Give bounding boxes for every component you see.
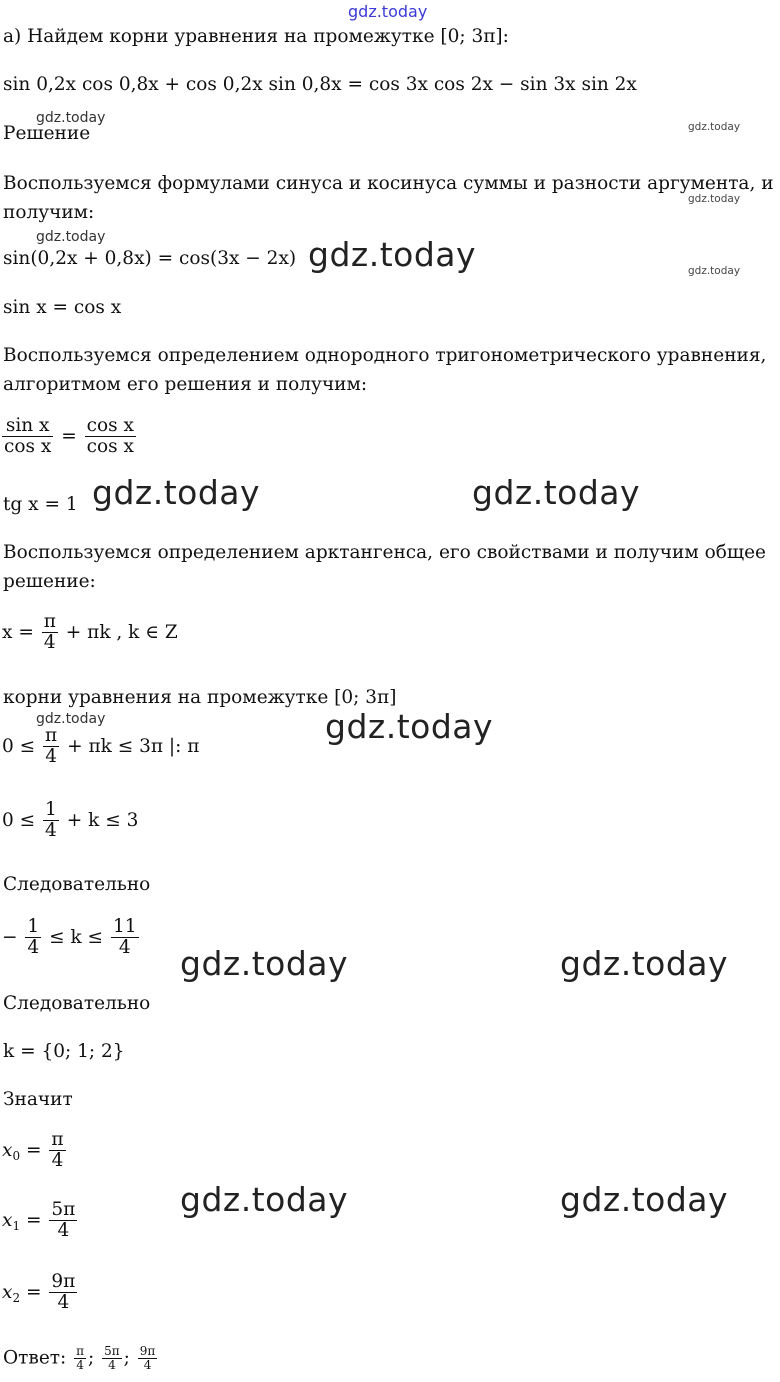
separator: ;	[88, 1347, 95, 1369]
equals-sign: =	[25, 1281, 42, 1303]
fraction-numerator: 5π	[104, 1344, 120, 1358]
step1-line1: Воспользуемся формулами синуса и косинуса суммы и разности аргумента, и	[3, 173, 774, 194]
equals-sign: =	[25, 1209, 42, 1231]
fraction-denominator: 4	[27, 937, 40, 959]
ineq-tail: + k ≤ 3	[66, 809, 139, 831]
step3-line2: решение:	[3, 571, 96, 592]
answer-label: Ответ:	[3, 1347, 67, 1369]
step1-line2: получим:	[3, 202, 95, 223]
fraction-denominator: 4	[118, 937, 131, 959]
fraction	[102, 1345, 122, 1372]
separator: ;	[123, 1347, 130, 1369]
roots-label: корни уравнения на промежутке [0; 3π]	[3, 687, 397, 708]
fraction	[111, 917, 139, 959]
ineq-left: 0 ≤	[2, 735, 36, 757]
watermark: gdz.today	[36, 110, 106, 126]
watermark: gdz.today	[688, 193, 741, 205]
fraction-denominator: 4	[45, 820, 57, 842]
ineq-middle: ≤ k ≤	[49, 926, 104, 948]
fraction-denominator: 4	[43, 632, 56, 654]
fraction-denominator: 4	[51, 1150, 64, 1172]
tg-equation: tg x = 1	[3, 494, 78, 515]
var: x	[2, 1139, 13, 1161]
fraction-left	[2, 416, 53, 458]
general-solution	[2, 612, 178, 654]
root-x1	[2, 1200, 79, 1242]
watermark: gdz.today	[36, 711, 106, 727]
fraction-numerator: cos x	[86, 415, 134, 436]
fraction-numerator: 1	[45, 799, 57, 820]
k-set: k = {0; 1; 2}	[3, 1041, 125, 1062]
fraction-numerator: 1	[27, 916, 40, 937]
formula-sum: sin(0,2x + 0,8x) = cos(3x − 2x)	[3, 248, 297, 269]
fraction-denominator: 4	[57, 1292, 70, 1314]
watermark-large: gdz.today	[308, 235, 477, 274]
inequality-2	[2, 800, 138, 842]
fraction	[43, 726, 59, 768]
root-x0	[2, 1130, 68, 1172]
fraction	[43, 800, 59, 842]
task-title: а) Найдем корни уравнения на промежутке [0; 3π]:	[3, 26, 509, 47]
step2-line2: алгоритмом его решения и получим:	[3, 374, 368, 395]
fraction	[49, 1130, 65, 1172]
fraction	[49, 1272, 77, 1314]
therefore-2: Следовательно	[3, 993, 151, 1014]
var: x	[2, 1281, 13, 1303]
fraction-numerator: π	[51, 1129, 64, 1150]
fraction-numerator: 11	[112, 916, 137, 937]
root-x2	[2, 1272, 79, 1314]
inequality-1	[2, 726, 199, 768]
fraction-denominator: cos x	[86, 436, 134, 458]
fraction-denominator: 4	[76, 1358, 84, 1373]
watermark-top: gdz.today	[348, 2, 428, 21]
main-equation: sin 0,2x cos 0,8x + cos 0,2x sin 0,8x = cos 3x cos 2x − sin 3x sin 2x	[3, 74, 637, 95]
subscript: 0	[12, 1148, 21, 1163]
subscript: 1	[12, 1218, 21, 1233]
fraction-denominator: 4	[45, 746, 58, 768]
fraction-right	[85, 416, 136, 458]
fraction-numerator: π	[43, 611, 56, 632]
therefore-1: Следовательно	[3, 874, 151, 895]
fraction-denominator: 4	[143, 1358, 152, 1373]
minus-sign: −	[2, 926, 18, 948]
watermark-large: gdz.today	[180, 944, 349, 983]
fraction-numerator: π	[45, 725, 58, 746]
fraction	[49, 1200, 77, 1242]
fraction-numerator: 9π	[51, 1271, 76, 1292]
solution-label: Решение	[3, 123, 91, 144]
subscript: 2	[12, 1290, 21, 1305]
fraction	[25, 917, 41, 959]
step2-line1: Воспользуемся определением однородного тригонометрического уравнения,	[3, 345, 767, 366]
fraction-numerator: sin x	[2, 416, 53, 437]
watermark-large: gdz.today	[560, 1180, 729, 1219]
general-x: x =	[2, 621, 34, 643]
fraction-numerator: π	[76, 1344, 85, 1358]
equals-sign: =	[61, 425, 77, 447]
fraction-denominator: 4	[108, 1358, 116, 1373]
watermark-large: gdz.today	[325, 707, 494, 746]
equals-sign: =	[25, 1139, 42, 1161]
fraction-numerator: 5π	[51, 1199, 76, 1220]
watermark-large: gdz.today	[472, 473, 641, 512]
general-tail: + πk , k ∈ Z	[65, 621, 178, 643]
fraction-denominator: 4	[57, 1220, 70, 1242]
fraction-numerator: 9π	[139, 1344, 156, 1358]
ineq-left: 0 ≤	[2, 809, 36, 831]
fraction-equation	[0, 416, 138, 458]
fraction-denominator: cos x	[4, 436, 52, 458]
watermark-large: gdz.today	[92, 473, 261, 512]
watermark: gdz.today	[688, 265, 741, 277]
step3-line1: Воспользуемся определением арктангенса, его свойствами и получим общее	[3, 542, 767, 563]
var: x	[2, 1209, 13, 1231]
ineq-tail: + πk ≤ 3π |: π	[67, 735, 200, 757]
means-label: Значит	[3, 1089, 73, 1110]
formula-sin-cos: sin x = cos x	[3, 297, 122, 318]
watermark: gdz.today	[688, 121, 741, 133]
fraction	[42, 612, 58, 654]
answer	[3, 1345, 159, 1372]
watermark-large: gdz.today	[560, 944, 729, 983]
watermark-large: gdz.today	[180, 1180, 349, 1219]
inequality-3	[2, 917, 141, 959]
fraction	[74, 1345, 86, 1372]
watermark: gdz.today	[36, 229, 106, 245]
fraction	[138, 1345, 158, 1372]
